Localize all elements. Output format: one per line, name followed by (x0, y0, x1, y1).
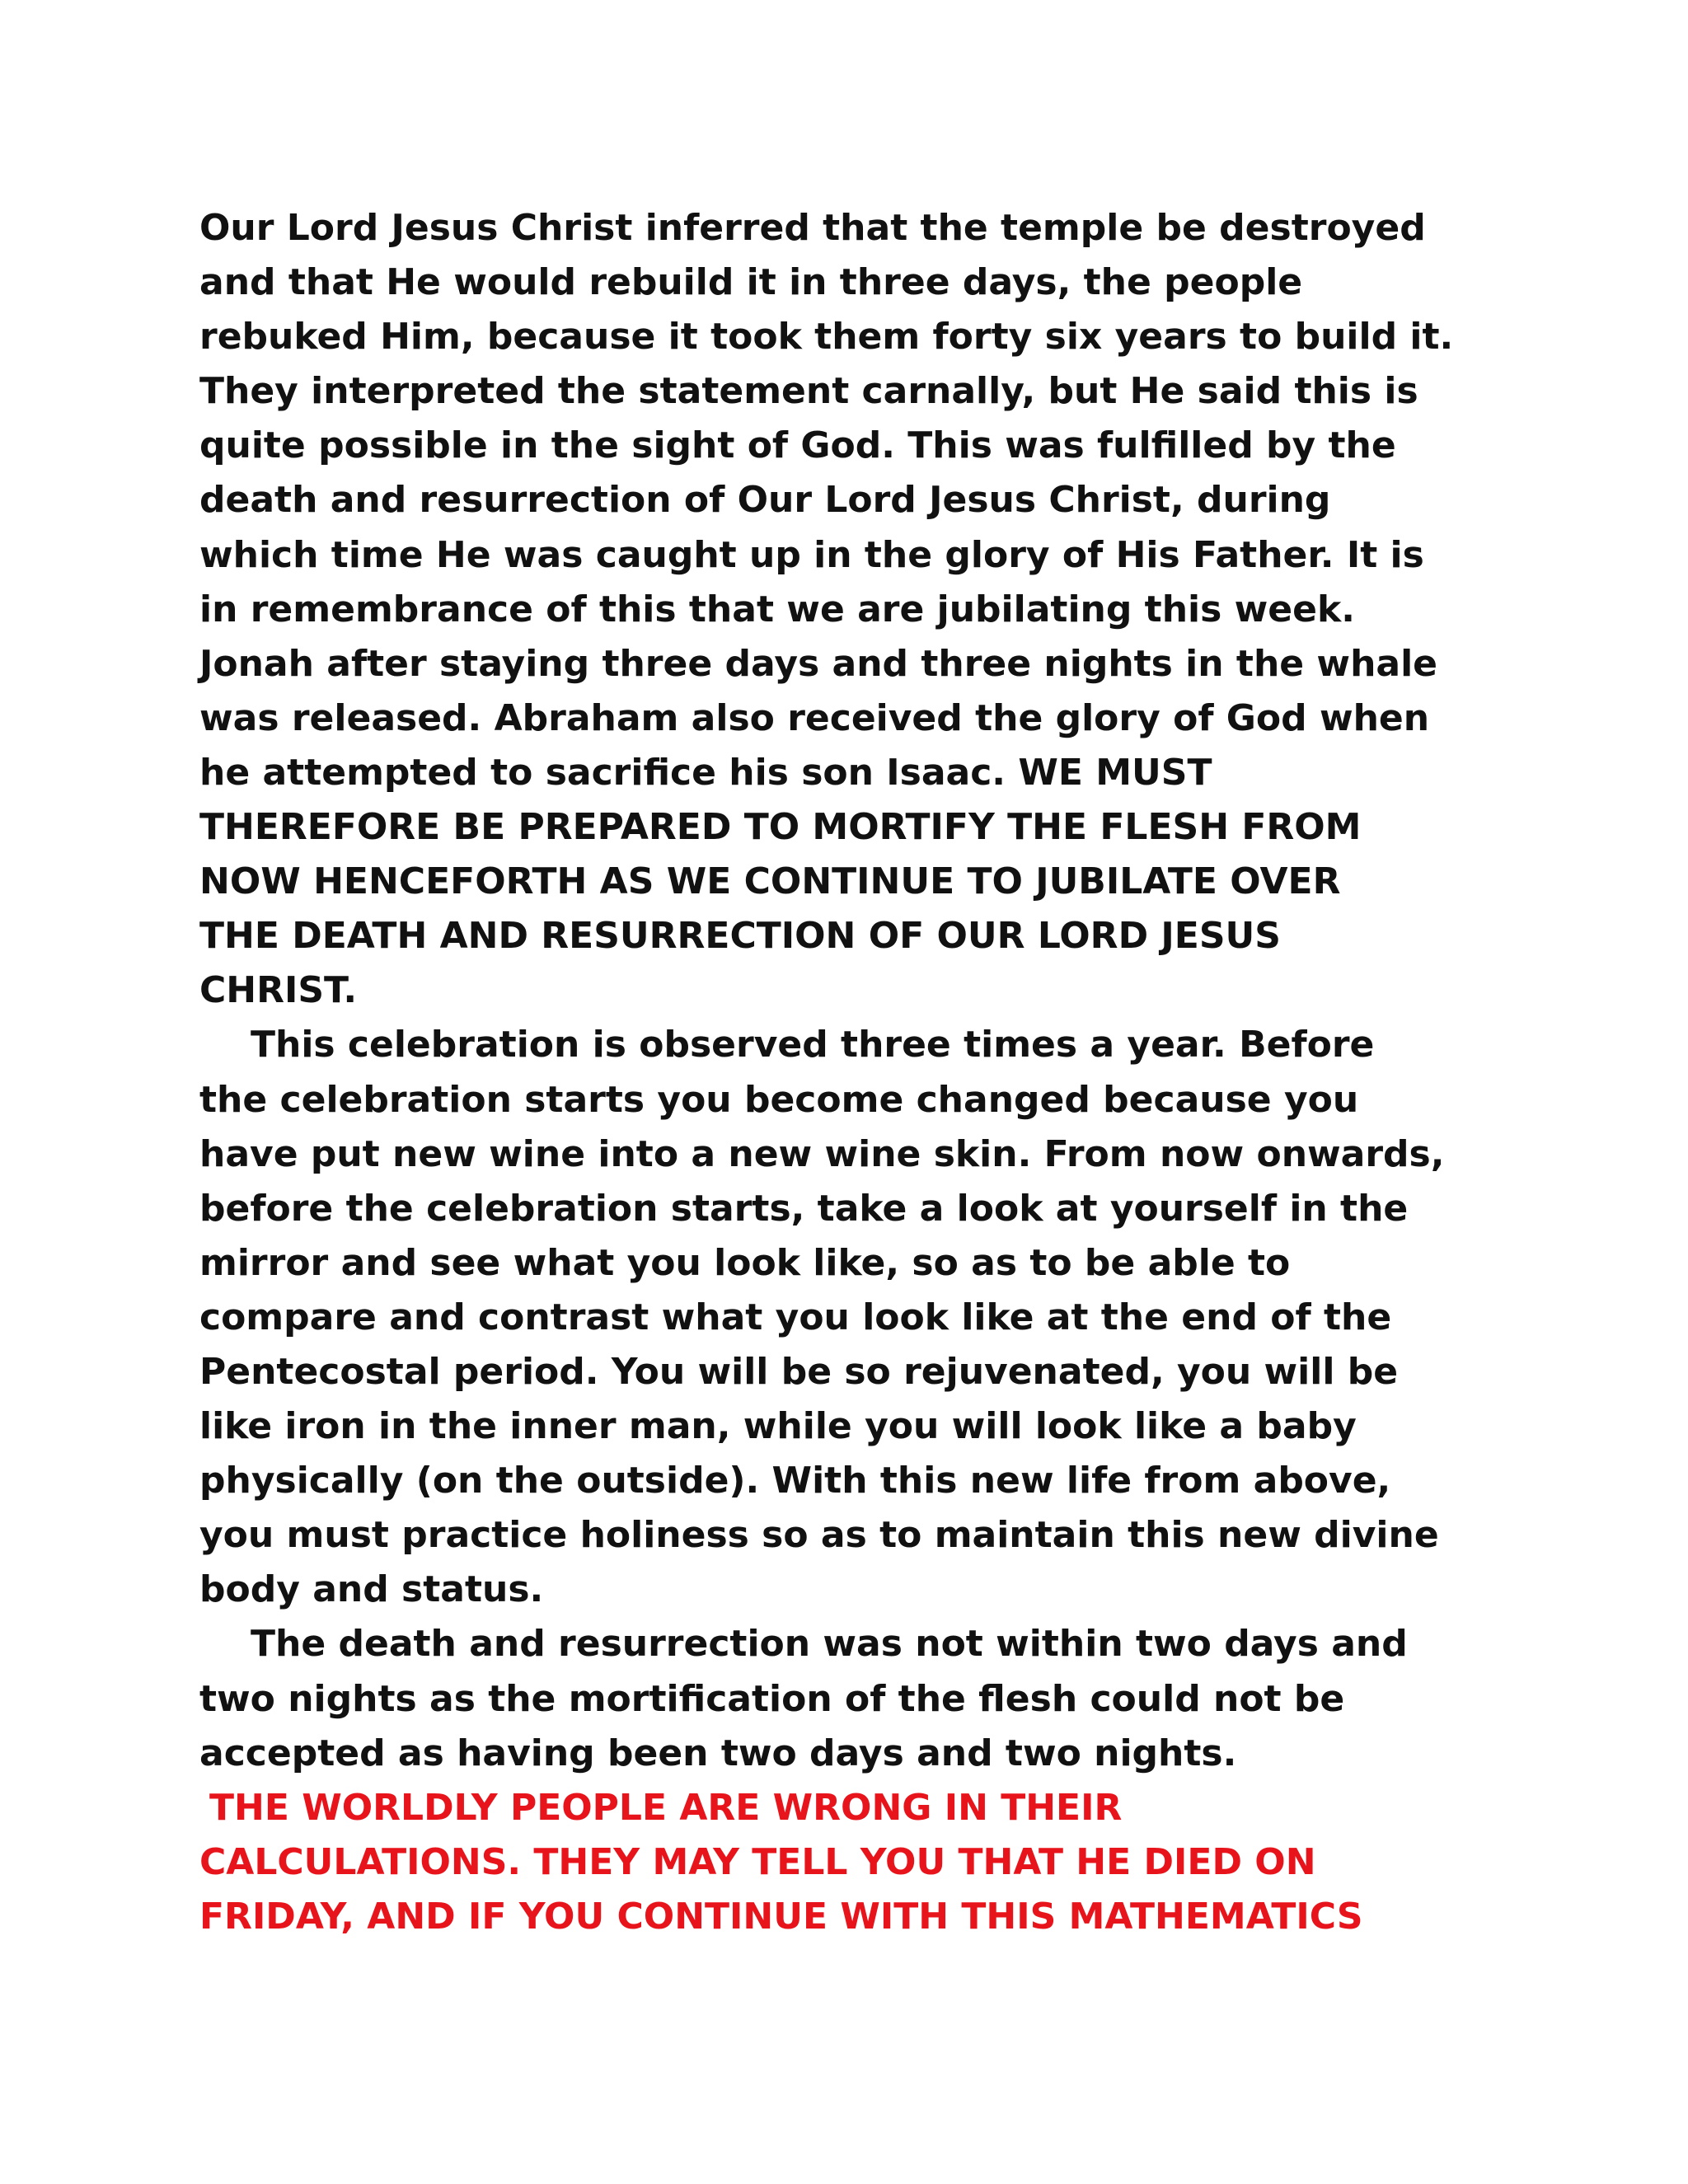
text-line: death and resurrection of Our Lord Jesus Christ, during (199, 479, 1331, 522)
paragraph-3 (199, 1617, 1518, 1780)
text-line: the celebration starts you become changed because you (199, 1078, 1359, 1121)
text-line: NOW HENCEFORTH AS WE CONTINUE TO JUBILATE OVER (199, 860, 1341, 903)
text-line: compare and contrast what you look like at the end of the (199, 1296, 1392, 1338)
text-line-red: CALCULATIONS. THEY MAY TELL YOU THAT HE DIED ON (199, 1840, 1316, 1883)
text-line-red: THE WORLDLY PEOPLE ARE WRONG IN THEIR (209, 1786, 1123, 1829)
paragraph-1 (199, 201, 1518, 1018)
text-line: before the celebration starts, take a look at yourself in the (199, 1187, 1409, 1230)
paragraph-4-emphasis (199, 1781, 1518, 1944)
text-line: like iron in the inner man, while you will look like a baby (199, 1405, 1357, 1448)
text-line: rebuked Him, because it took them forty six years to build it. (199, 316, 1454, 359)
text-line: This celebration is observed three times a year. Before (251, 1024, 1375, 1066)
text-line: physically (on the outside). With this new life from above, (199, 1460, 1391, 1502)
text-line: Pentecostal period. You will be so rejuvenated, you will be (199, 1350, 1399, 1393)
text-line: he attempted to sacrifice his son Isaac. WE MUST (199, 751, 1212, 794)
text-line: and that He would rebuild it in three days, the people (199, 261, 1303, 304)
text-line: in remembrance of this that we are jubilating this week. (199, 588, 1355, 630)
text-line: Jonah after staying three days and three nights in the whale (199, 642, 1438, 685)
text-line: you must practice holiness so as to maintain this new divine (199, 1514, 1439, 1557)
text-line: was released. Abraham also received the glory of God when (199, 696, 1430, 739)
text-line: THEREFORE BE PREPARED TO MORTIFY THE FLESH FROM (199, 806, 1362, 849)
text-line: accepted as having been two days and two nights. (199, 1732, 1237, 1774)
text-line: have put new wine into a new wine skin. From now onwards, (199, 1132, 1445, 1175)
text-line: THE DEATH AND RESURRECTION OF OUR LORD JESUS (199, 915, 1281, 958)
text-line: two nights as the mortification of the flesh could not be (199, 1677, 1345, 1720)
text-line: The death and resurrection was not within two days and (251, 1623, 1408, 1666)
text-line: which time He was caught up in the glory of His Father. It is (199, 533, 1424, 576)
text-line: CHRIST. (199, 969, 358, 1012)
text-line: mirror and see what you look like, so as to be able to (199, 1241, 1291, 1284)
text-line-red: FRIDAY, AND IF YOU CONTINUE WITH THIS MATHEMATICS (199, 1895, 1363, 1938)
text-line: They interpreted the statement carnally, but He said this is (199, 370, 1418, 413)
document-body (199, 201, 1518, 1944)
text-line: quite possible in the sight of God. This was fulfilled by the (199, 424, 1396, 467)
paragraph-2 (199, 1018, 1518, 1617)
text-line: body and status. (199, 1568, 544, 1611)
text-line: Our Lord Jesus Christ inferred that the temple be destroyed (199, 207, 1426, 249)
